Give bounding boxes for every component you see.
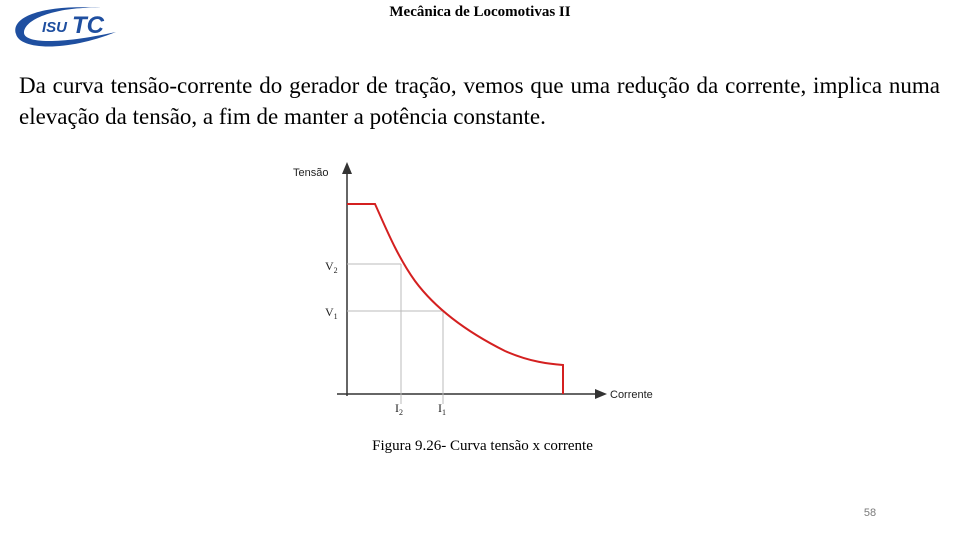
logo-text-isu: ISU xyxy=(42,19,68,36)
x-axis-arrow xyxy=(595,389,607,399)
tick-label-i2: $I_2$ xyxy=(395,401,403,417)
voltage-current-diagram xyxy=(285,156,685,426)
tick-label-v1: $V_1$ xyxy=(325,305,338,321)
y-axis-arrow xyxy=(342,162,352,174)
body-paragraph: Da curva tensão-corrente do gerador de tração, vemos que uma redução da corrente, implica numa elevação da tensão, a fim de manter a potência constante. xyxy=(19,73,940,129)
figure-caption: Figura 9.26- Curva tensão x corrente xyxy=(372,438,593,454)
logo-text-tc: TC xyxy=(72,12,104,39)
tick-label-i1: $I_1$ xyxy=(438,401,446,417)
slide-header-title: Mecânica de Locomotivas II xyxy=(389,4,571,20)
tick-label-v2: $V_2$ xyxy=(325,259,338,275)
y-axis-label: Tensão xyxy=(293,167,329,179)
x-axis-label: Corrente xyxy=(610,389,653,401)
voltage-current-curve xyxy=(347,204,563,394)
page-number: 58 xyxy=(863,507,877,519)
